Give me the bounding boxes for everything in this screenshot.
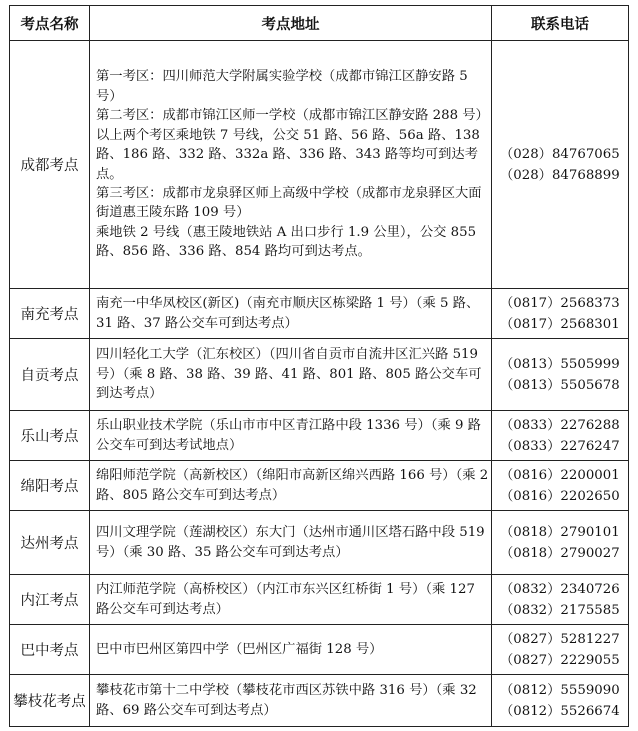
table-row (10, 575, 629, 625)
address-paragraph: 四川文理学院（莲湖校区）东大门（达州市通川区塔石路中段 519 号）（乘 30 路、35 路公交车可到达考点） (96, 525, 485, 560)
address-paragraph: 南充一中华凤校区(新区)（南充市顺庆区栋梁路 1 号）（乘 5 路、31 路、37 路公交车可到达考点） (96, 296, 480, 331)
address-paragraph: 绵阳师范学院（高新校区）（绵阳市高新区绵兴西路 166 号）（乘 2 路、805 路公交车可到达考点） (96, 468, 489, 503)
site-address-cell (90, 411, 492, 461)
contact-phone-cell (492, 511, 629, 575)
contact-phone-cell (492, 411, 629, 461)
phone-number: （0827）2229055 (500, 652, 620, 668)
phone-number: （0817）2568301 (500, 316, 620, 332)
site-name-cell: 攀枝花考点 (10, 675, 90, 727)
address-paragraph: 第一考区：四川师范大学附属实验学校（成都市锦江区静安路 5 号） (96, 69, 468, 104)
table-row (10, 339, 629, 411)
site-address-cell (90, 289, 492, 339)
address-paragraph: 内江师范学院（高桥校区）（内江市东兴区红桥街 1 号）（乘 127 路公交车可到达考点） (96, 582, 475, 617)
contact-phone-cell (492, 675, 629, 727)
table-row (10, 461, 629, 511)
address-paragraph: 第二考区：成都市锦江区师一学校（成都市锦江区静安路 288 号） (96, 108, 489, 124)
site-name-cell: 绵阳考点 (10, 461, 90, 511)
exam-sites-table-wrapper (9, 5, 629, 727)
contact-phone-cell (492, 461, 629, 511)
site-address-cell (90, 575, 492, 625)
header-contact-phone: 联系电话 (492, 6, 629, 41)
header-site-name: 考点名称 (10, 6, 90, 41)
phone-number: （0812）5559090 (500, 682, 620, 698)
table-row (10, 625, 629, 675)
site-address-cell (90, 461, 492, 511)
phone-number: （0812）5526674 (500, 703, 620, 719)
contact-phone-cell (492, 289, 629, 339)
address-paragraph: 乐山职业技术学院（乐山市市中区青江路中段 1336 号）（乘 9 路公交车可到达考试地点） (96, 418, 481, 453)
table-row (10, 511, 629, 575)
phone-number: （0832）2340726 (500, 581, 620, 597)
table-row (10, 289, 629, 339)
phone-number: （028）84767065 (500, 146, 620, 162)
phone-number: （0816）2202650 (500, 488, 620, 504)
phone-number: （0827）5281227 (500, 631, 620, 647)
table-body (10, 41, 629, 727)
phone-number: （0832）2175585 (500, 602, 620, 618)
contact-phone-cell (492, 625, 629, 675)
site-name-cell: 达州考点 (10, 511, 90, 575)
phone-number: （028）84768899 (500, 167, 620, 183)
table-row (10, 411, 629, 461)
phone-number: （0818）2790101 (500, 524, 620, 540)
phone-number: （0816）2200001 (500, 467, 620, 483)
contact-phone-cell (492, 339, 629, 411)
site-address-cell (90, 675, 492, 727)
phone-number: （0833）2276247 (500, 438, 620, 454)
address-paragraph: 乘地铁 2 号线（惠王陵地铁站 A 出口步行 1.9 公里），公交 855 路、856 路、336 路、854 路均可到达考点。 (96, 224, 477, 260)
phone-number: （0833）2276288 (500, 417, 620, 433)
site-address-cell (90, 41, 492, 289)
site-name-cell: 成都考点 (10, 41, 90, 289)
site-address-cell (90, 511, 492, 575)
address-paragraph: 攀枝花市第十二中学校（攀枝花市西区苏铁中路 316 号）（乘 32 路、69 路公交车可到达考点） (96, 683, 477, 718)
phone-number: （0818）2790027 (500, 545, 620, 561)
table-row (10, 41, 629, 289)
site-name-cell: 南充考点 (10, 289, 90, 339)
table-header-row (10, 6, 629, 41)
header-site-address: 考点地址 (90, 6, 492, 41)
exam-sites-table (9, 5, 629, 727)
site-address-cell (90, 625, 492, 675)
site-name-cell: 巴中考点 (10, 625, 90, 675)
site-name-cell: 内江考点 (10, 575, 90, 625)
address-paragraph: 四川轻化工大学（汇东校区）（四川省自贡市自流井区汇兴路 519 号）（乘 8 路、38 路、39 路、41 路、801 路、805 路公交车可到达考点） (96, 347, 482, 402)
phone-number: （0813）5505999 (500, 356, 620, 372)
address-paragraph: 第三考区：成都市龙泉驿区师上高级中学校（成都市龙泉驿区大面街道惠王陵东路 109 号） (96, 185, 482, 221)
address-paragraph: 巴中市巴州区第四中学（巴州区广福街 128 号） (96, 641, 383, 657)
site-address-cell (90, 339, 492, 411)
contact-phone-cell (492, 575, 629, 625)
table-row (10, 675, 629, 727)
phone-number: （0813）5505678 (500, 377, 620, 393)
contact-phone-cell (492, 41, 629, 289)
site-name-cell: 乐山考点 (10, 411, 90, 461)
address-paragraph: 以上两个考区乘地铁 7 号线，公交 51 路、56 路、56a 路、138 路、186 路、332 路、332a 路、336 路、343 路等均可到达考点。 (96, 127, 480, 182)
site-name-cell: 自贡考点 (10, 339, 90, 411)
phone-number: （0817）2568373 (500, 295, 620, 311)
